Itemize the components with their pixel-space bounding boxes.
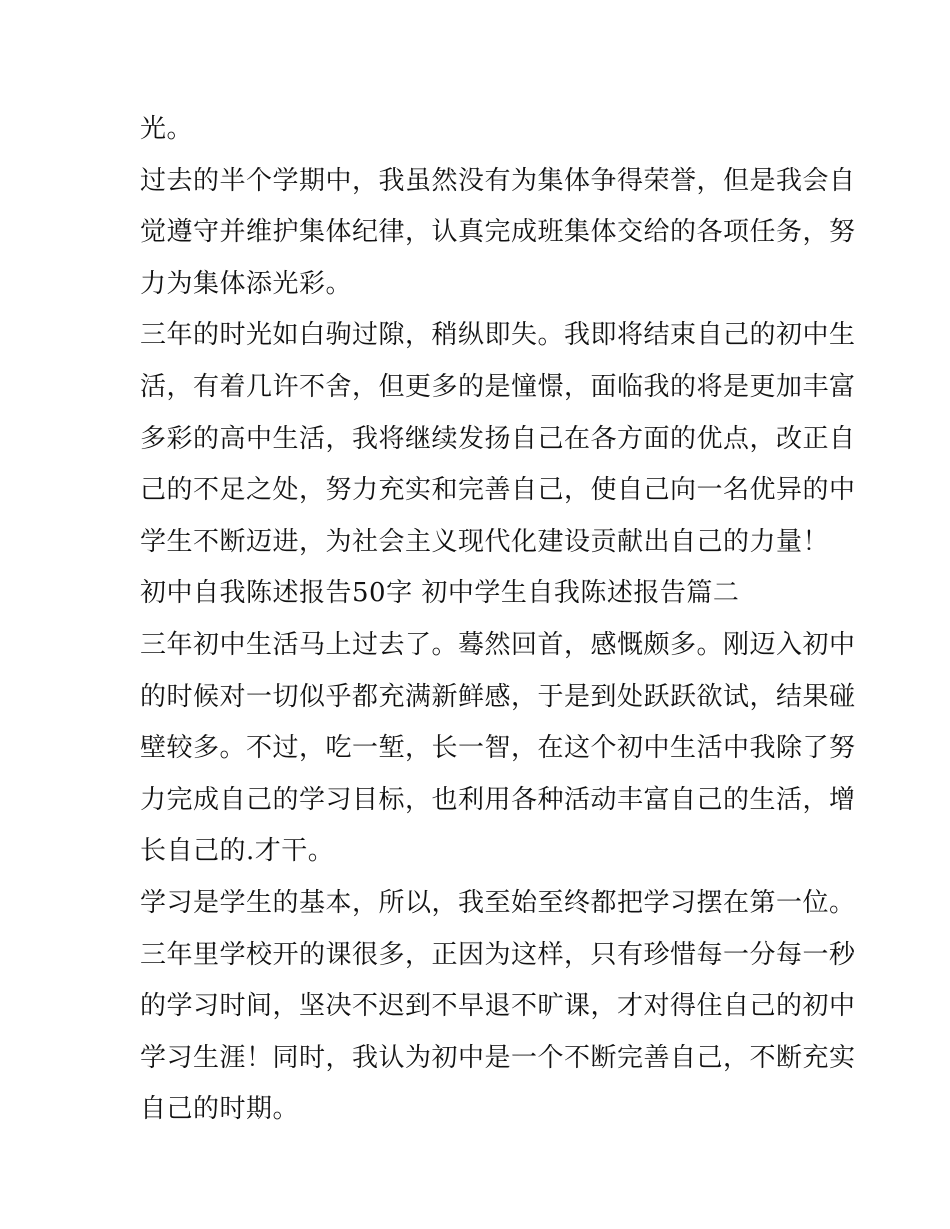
text-line: 过去的半个学期中，我虽然没有为集体争得荣誉，但是我会自: [140, 165, 856, 196]
document-body: [140, 104, 856, 1136]
text-line: 学习是学生的基本，所以，我至始至终都把学习摆在第一位。: [140, 887, 856, 918]
text-line: 的学习时间，坚决不迟到不早退不旷课，才对得住自己的初中: [140, 991, 856, 1022]
text-line: 的时候对一切似乎都充满新鲜感，于是到处跃跃欲试，结果碰: [140, 681, 856, 712]
text-line: 活，有着几许不舍，但更多的是憧憬，面临我的将是更加丰富: [140, 371, 856, 402]
text-line: 自己的时期。: [140, 1094, 300, 1125]
text-line: 己的不足之处，努力充实和完善自己，使自己向一名优异的中: [140, 475, 856, 506]
text-line: 力为集体添光彩。: [140, 268, 353, 299]
text-line: 学习生涯！同时，我认为初中是一个不断完善自己，不断充实: [140, 1042, 856, 1073]
text-line: 长自己的.才干。: [140, 836, 335, 867]
section-heading: 初中自我陈述报告50字 初中学生自我陈述报告篇二: [140, 578, 740, 609]
text-line: 三年初中生活马上过去了。蓦然回首，感慨颇多。刚迈入初中: [140, 629, 856, 660]
text-line: 力完成自己的学习目标，也利用各种活动丰富自己的生活，增: [140, 784, 856, 815]
text-line: 壁较多。不过，吃一堑，长一智，在这个初中生活中我除了努: [140, 733, 856, 764]
text-line: 三年里学校开的课很多，正因为这样，只有珍惜每一分每一秒: [140, 939, 856, 970]
text-line: 三年的时光如白驹过隙，稍纵即失。我即将结束自己的初中生: [140, 320, 856, 351]
text-line: 多彩的高中生活，我将继续发扬自己在各方面的优点，改正自: [140, 423, 856, 454]
text-line: 光。: [140, 114, 194, 144]
text-line: 觉遵守并维护集体纪律，认真完成班集体交给的各项任务，努: [140, 217, 856, 248]
text-line: 学生不断迈进，为社会主义现代化建设贡献出自己的力量！: [140, 526, 830, 557]
